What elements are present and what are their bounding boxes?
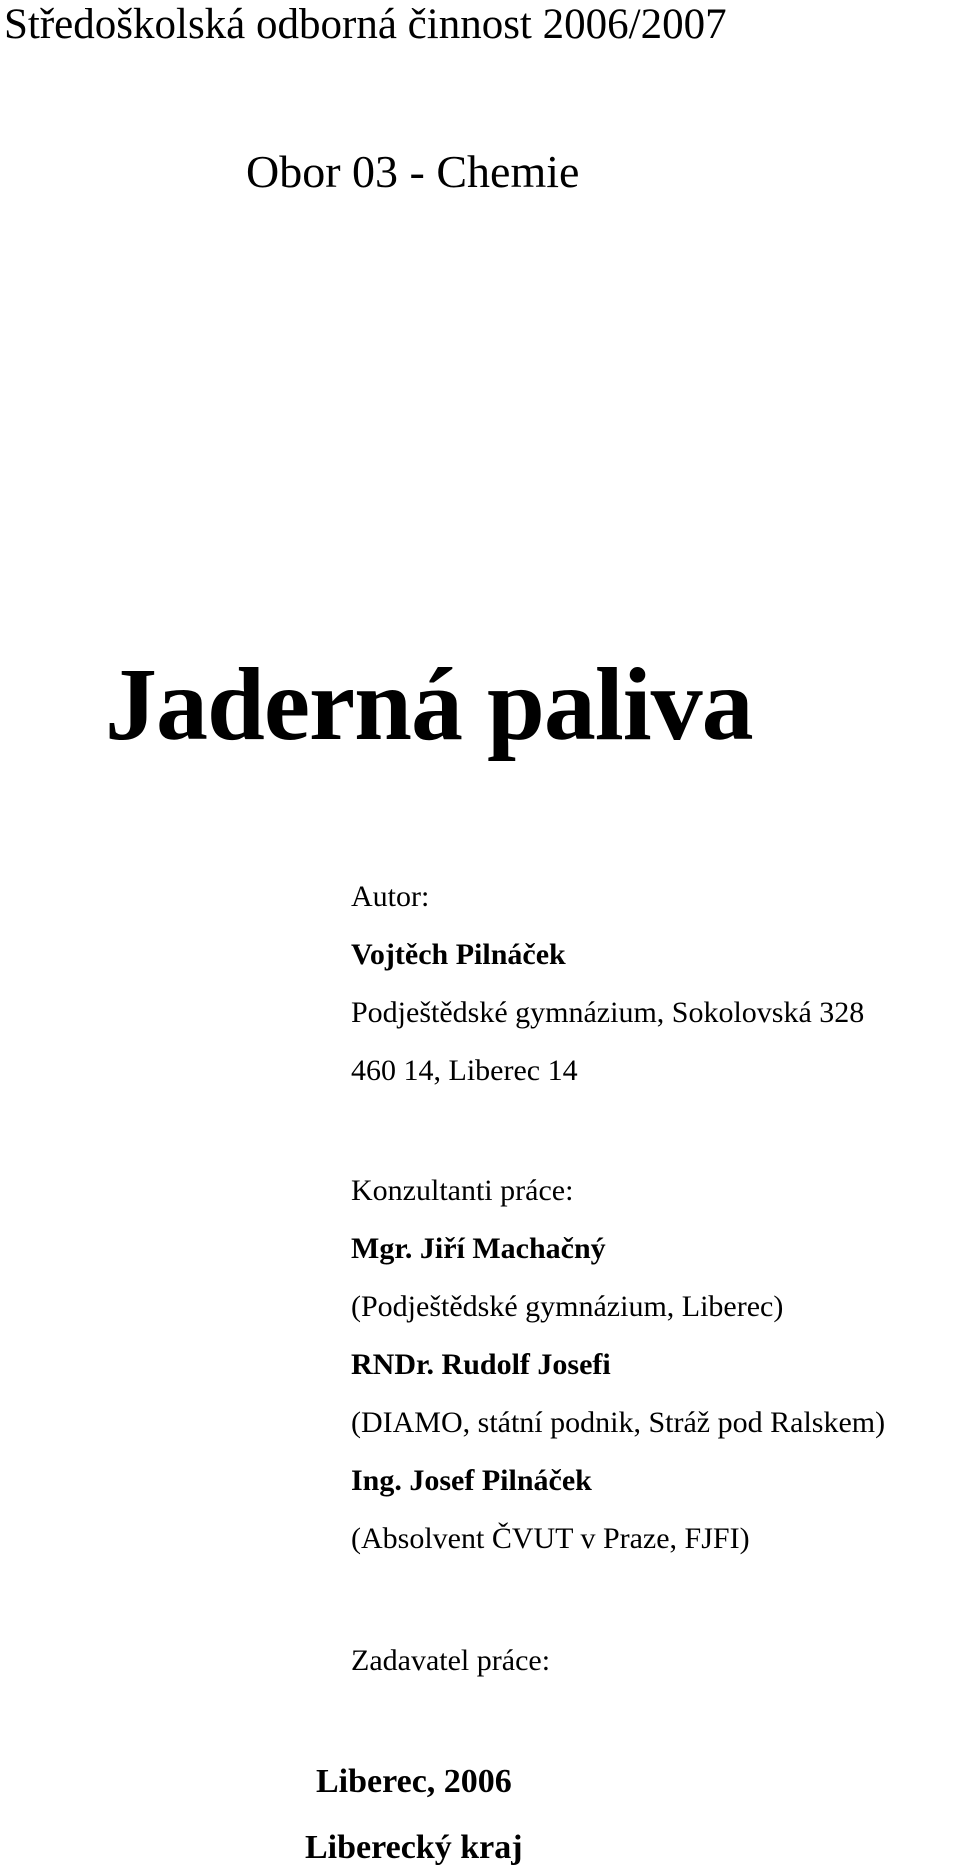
author-name: Vojtěch Pilnáček <box>351 938 566 971</box>
competition-heading: Středoškolská odborná činnost 2006/2007 <box>4 1 727 48</box>
field-heading: Obor 03 - Chemie <box>246 146 580 197</box>
consultant-affiliation: (Podještědské gymnázium, Liberec) <box>351 1290 784 1323</box>
document-title: Jaderná paliva <box>105 647 753 762</box>
author-label: Autor: <box>351 880 430 913</box>
place-year: Liberec, 2006 <box>316 1763 512 1800</box>
consultant-name: Ing. Josef Pilnáček <box>351 1464 592 1497</box>
consultant-affiliation: (Absolvent ČVUT v Praze, FJFI) <box>351 1522 750 1555</box>
region: Liberecký kraj <box>305 1829 523 1866</box>
consultant-name: RNDr. Rudolf Josefi <box>351 1348 611 1381</box>
consultant-affiliation: (DIAMO, státní podnik, Stráž pod Ralskem) <box>351 1406 886 1439</box>
consultant-name: Mgr. Jiří Machačný <box>351 1232 606 1265</box>
author-school: Podještědské gymnázium, Sokolovská 328 <box>351 996 865 1029</box>
author-address: 460 14, Liberec 14 <box>351 1054 578 1087</box>
consultants-label: Konzultanti práce: <box>351 1174 574 1207</box>
assigner-label: Zadavatel práce: <box>351 1644 551 1677</box>
